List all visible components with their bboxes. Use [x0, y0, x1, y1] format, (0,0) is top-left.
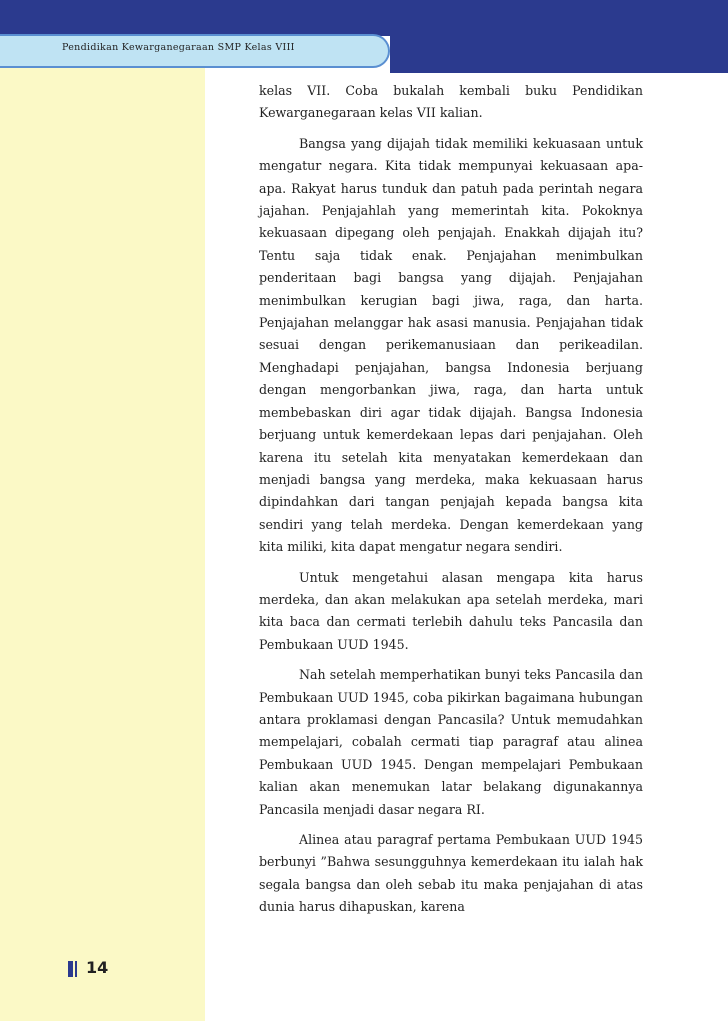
body-text — [259, 80, 643, 927]
page-number: 14 — [86, 958, 109, 977]
paragraph-1: kelas VII. Coba bukalah kembali buku Pendidikan Kewarganegaraan kelas VII kalian. — [259, 83, 643, 121]
paragraph-4: Nah setelah memperhatikan bunyi teks Pancasila dan Pembukaan UUD 1945, coba pikirkan bagaimana hubungan antara proklamasi dengan Pancasila? Untuk memudahkan mempelajari, cobalah cermati tiap paragraf atau alinea Pembukaan UUD 1945. Dengan mempelajari Pembukaan kalian akan menemukan latar belakang digunakannya Pancasila menjadi dasar negara RI. — [259, 667, 643, 817]
paragraph-3: Untuk mengetahui alasan mengapa kita harus merdeka, dan akan melakukan apa setelah merdeka, mari kita baca dan cermati terlebih dahulu teks Pancasila dan Pembukaan UUD 1945. — [259, 569, 643, 652]
page-number-marker — [68, 961, 73, 977]
paragraph-2: Bangsa yang dijajah tidak memiliki kekuasaan untuk mengatur negara. Kita tidak mempunyai kekuasaan apa-apa. Rakyat harus tunduk dan patuh pada perintah negara jajahan. Penjajahlah yang memerintah kita. Pokoknya kekuasaan dipegang oleh penjajah. Enakkah dijajah itu? Tentu saja tidak enak. Penjajahan menimbulkan penderitaan bagi bangsa yang dijajah. Penjajahan menimbulkan kerugian bagi jiwa, raga, dan harta. Penjajahan melanggar hak asasi manusia. Penjajahan tidak sesuai dengan perikemanusiaan dan perikeadilan. Menghadapi penjajahan, bangsa Indonesia berjuang dengan mengorbankan jiwa, raga, dan harta untuk membebaskan diri agar tidak dijajah. Bangsa Indonesia berjuang untuk kemerdekaan lepas dari penjajahan. Oleh karena itu setelah kita menyatakan kemerdekaan dan menjadi bangsa yang merdeka, maka kekuasaan harus dipindahkan dari tangan penjajah kepada bangsa kita sendiri yang telah merdeka. Dengan kemerdekaan yang kita miliki, kita dapat mengatur negara sendiri. — [259, 135, 643, 555]
top-color-band-right — [390, 36, 728, 73]
side-margin-column — [0, 36, 205, 1021]
paragraph-5: Alinea atau paragraf pertama Pembukaan UUD 1945 berbunyi ”Bahwa sesungguhnya kemerdekaan itu ialah hak segala bangsa dan oleh sebab itu maka penjajahan di atas dunia harus dihapuskan, karena — [259, 832, 643, 915]
running-header-title: Pendidikan Kewarganegaraan SMP Kelas VIII — [62, 42, 295, 53]
page-number-marker-line — [75, 961, 77, 977]
top-color-band — [0, 0, 728, 36]
